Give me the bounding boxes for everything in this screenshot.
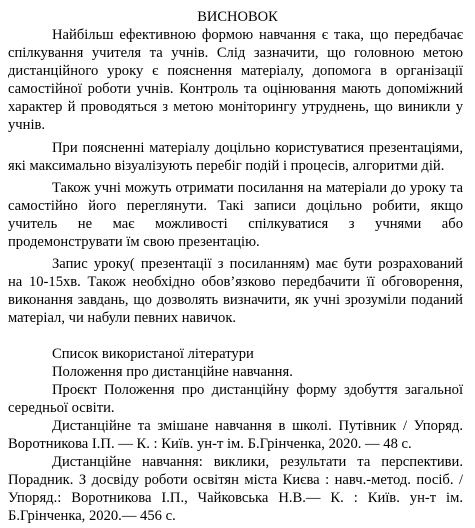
document-title: ВИСНОВОК xyxy=(197,9,278,25)
conclusion-paragraph-1: Найбільш ефективною формою навчання є така, що передбачає спілкування учителя та учнів. Слід зазначити, що головною метою дистанційного уроку є пояснення матеріалу, допомога в організації самостійної роботи учнів. Контроль та оцінювання мають допоміжний характер й проводяться з метою моніторингу утруднень, що виникли у учнів. xyxy=(8,27,463,134)
document-body xyxy=(8,26,463,525)
reference-item-2: Проєкт Положення про дистанційну форму здобуття загальної середньої освіти. xyxy=(8,381,463,416)
reference-item-1: Положення про дистанційне навчання. xyxy=(52,363,293,380)
reference-item-3: Дистанційне та змішане навчання в школі. Путівник / Упоряд. Воротникова І.П. — К. : Київ. ун-т ім. Б.Грінченка, 2020. — 48 с. xyxy=(8,417,463,452)
conclusion-paragraph-2: При поясненні матеріалу доцільно користуватися презентаціями, які максимально візуалізують перебіг подій і процесів, алгоритми дій. xyxy=(8,139,463,174)
references-heading: Список використаної літератури xyxy=(52,345,254,362)
conclusion-paragraph-3: Також учні можуть отримати посилання на матеріали до уроку та самостійно його переглянути. Такі записи доцільно робити, якщо учитель не має можливості спілкуватися з учнями або продемонструвати їм свою презентацію. xyxy=(8,179,463,251)
section-spacer xyxy=(8,328,463,345)
reference-item-4: Дистанційне навчання: виклики, результати та перспективи. Порадник. З досвіду роботи освітян міста Києва : навч.-метод. посіб. / Упоряд.: Воротникова І.П., Чайковська Н.В.— К. : Київ. ун-т ім. Б.Грінченка, 2020.— 456 с. xyxy=(8,454,463,525)
conclusion-paragraph-4: Запис уроку( презентації з посиланням) має бути розрахований на 10-15хв. Також необхідно обов’язково передбачити її обговорення, виконання завдань, що дозволять визначити, як учні зрозуміли поданий матеріал, чи набули певних навичок. xyxy=(8,256,463,327)
